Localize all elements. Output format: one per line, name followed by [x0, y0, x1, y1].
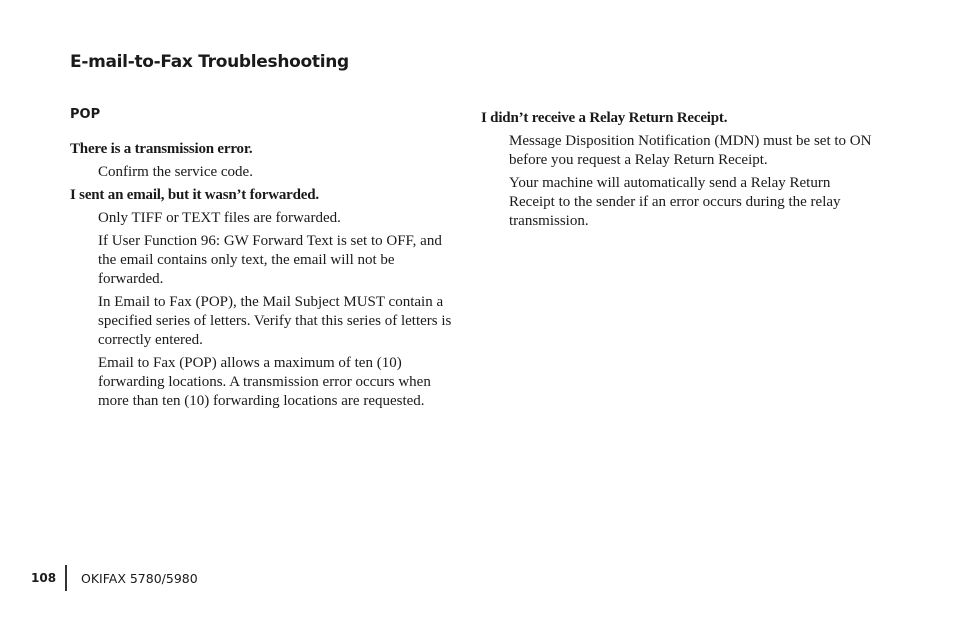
page-title: E-mail-to-Fax Troubleshooting	[70, 52, 349, 72]
left-column	[70, 106, 462, 415]
page-number: 108	[31, 571, 57, 585]
solution-text: Only TIFF or TEXT files are forwarded.	[98, 210, 341, 226]
solution-text: If User Function 96: GW Forward Text is set to OFF, and the email contains only text, the email will not be forwarded.	[98, 233, 442, 287]
solution-text: Message Disposition Notification (MDN) must be set to ON before you request a Relay Return Receipt.	[509, 133, 872, 168]
troubleshooting-item	[481, 109, 876, 231]
problem-heading: There is a transmission error.	[70, 141, 253, 157]
solution-text: Your machine will automatically send a Relay Return Receipt to the sender if an error occurs during the relay transmission.	[509, 175, 841, 229]
right-column	[481, 106, 876, 235]
troubleshooting-item	[70, 186, 462, 411]
solution-text: In Email to Fax (POP), the Mail Subject MUST contain a specified series of letters. Verify that this series of letters is correctly entered.	[98, 294, 452, 348]
solution-text: Email to Fax (POP) allows a maximum of ten (10) forwarding locations. A transmission error occurs when more than ten (10) forwarding locations are requested.	[98, 355, 431, 409]
problem-heading: I didn’t receive a Relay Return Receipt.	[481, 110, 728, 126]
troubleshooting-item	[70, 140, 462, 182]
footer-divider	[65, 565, 67, 591]
page-footer	[31, 565, 198, 591]
section-heading-pop: POP	[70, 107, 101, 122]
product-name: OKIFAX 5780/5980	[81, 570, 198, 586]
solution-text: Confirm the service code.	[98, 164, 253, 180]
problem-heading: I sent an email, but it wasn’t forwarded.	[70, 187, 319, 203]
